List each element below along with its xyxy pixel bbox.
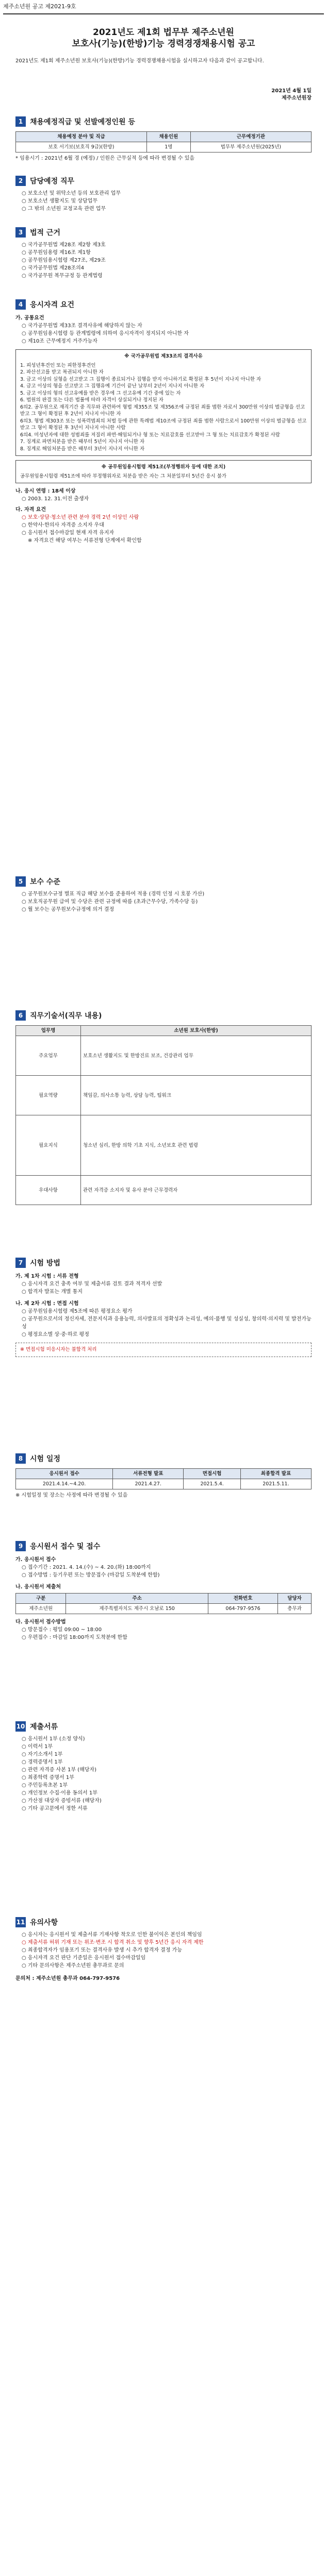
dateline bbox=[271, 88, 312, 102]
list-item: ○ 공무원임용시험령 제27조, 제29조 bbox=[22, 258, 106, 263]
disqualification-box bbox=[15, 349, 312, 456]
note: ※ 시험일정 및 장소는 사정에 따라 변경될 수 있음 bbox=[15, 1493, 128, 1498]
list-item: 4. 금고 이상의 형을 선고받고 그 집행유예 기간이 끝난 날부터 2년이 지나지 아니한 자 bbox=[20, 383, 205, 389]
section-4 bbox=[15, 299, 312, 545]
section-title: 제출서류 bbox=[30, 1723, 58, 1731]
list-item: ○ 한약사·한의사 자격증 소지자 우대 bbox=[22, 522, 104, 528]
list-item: ○ 보호소년 및 위탁소년 등의 보호관리 업무 bbox=[22, 191, 121, 196]
list-item: ○ 가산점 대상자 증빙서류 (해당자) bbox=[22, 1798, 102, 1804]
list-item: ○ 우편접수 : 마감일 18:00까지 도착분에 한함 bbox=[22, 1635, 127, 1640]
title-line-2: 보호사(기능)(한방)기능 경력경쟁채용시험 공고 bbox=[72, 39, 255, 49]
cell: 필요역량 bbox=[16, 1076, 81, 1115]
page-title bbox=[0, 27, 327, 49]
list-item: 6의3. 형법 제303조 또는 성폭력범죄의 처벌 등에 관한 특례법 제10조에 규정된 죄를 범한 사람으로서 100만원 이상의 벌금형을 선고받고 그 형이 확정된 후 3년이 지나지 아니한 사람 bbox=[20, 418, 307, 431]
th: 응시원서 접수 bbox=[16, 1469, 113, 1479]
section-title: 법적 근거 bbox=[30, 229, 60, 237]
th: 업무명 bbox=[16, 1026, 81, 1036]
section-title: 직무기술서(직무 내용) bbox=[30, 1012, 102, 1020]
list-item: ○ 주민등록초본 1부 bbox=[22, 1783, 68, 1788]
list-item: ○ 자기소개서 1부 bbox=[22, 1752, 63, 1757]
list-item: ○ 보호소년 생활지도 및 상담업무 bbox=[22, 198, 98, 204]
cell: 064-797-9576 bbox=[208, 1604, 277, 1614]
subheading: 나. 응시 연령 : 18세 이상 bbox=[15, 488, 76, 494]
list-item: ○ 평정요소별 상·중·하로 평정 bbox=[22, 1332, 89, 1337]
cell: 관련 자격증 소지자 및 유사 분야 근무경력자 bbox=[81, 1176, 312, 1205]
section-title: 유의사항 bbox=[30, 1919, 58, 1927]
section-number: 1 bbox=[15, 116, 26, 127]
cell: 법무부 제주소년원(2025년) bbox=[190, 142, 311, 152]
list-item: ○ 접수기간 : 2021. 4. 14.(수) ~ 4. 20.(화) 18:00까지 bbox=[22, 1565, 151, 1570]
section-1 bbox=[15, 116, 312, 162]
section-title: 시험 방법 bbox=[30, 1259, 60, 1267]
section-number: 6 bbox=[15, 1010, 26, 1021]
th: 면접시험 bbox=[184, 1469, 241, 1479]
box-title: ※ 공무원임용시험령 제51조(부정행위자 등에 대한 조치) bbox=[101, 464, 226, 470]
list-item: ○ 경력증명서 1부 bbox=[22, 1759, 63, 1765]
th: 담당자 bbox=[278, 1594, 312, 1604]
contact: 문의처 : 제주소년원 총무과 064-797-9576 bbox=[15, 1976, 120, 1981]
notice-org: 제주소년원장 bbox=[282, 95, 312, 101]
th: 구분 bbox=[16, 1594, 66, 1604]
section-7 bbox=[15, 1257, 312, 1357]
list-item: ○ 공무원보수규정 별표 직급 해당 보수를 준용하여 적용 (경력 인정 시 호봉 가산) bbox=[22, 891, 205, 897]
list-item: ○ 공무원임용령 제16조 제1항 bbox=[22, 250, 91, 256]
list-item: ○ 국가공무원법 제33조 결격사유에 해당하지 않는 자 bbox=[22, 323, 142, 329]
list-item: ○ 제출서류 허위 기재 또는 위조·변조 시 합격 취소 및 향후 5년간 응시 자격 제한 bbox=[22, 1940, 204, 1945]
list-item: ○ 관련 자격증 사본 1부 (해당자) bbox=[22, 1767, 97, 1773]
list-item: ○ 최종학력 증명서 1부 bbox=[22, 1775, 74, 1781]
subheading: 가. 공통요건 bbox=[15, 315, 44, 321]
subheading: 가. 제 1차 시험 : 서류 전형 bbox=[15, 1274, 79, 1279]
th: 주소 bbox=[66, 1594, 208, 1604]
subheading: 나. 제 2차 시험 : 면접 시험 bbox=[15, 1301, 79, 1307]
cell: 1명 bbox=[146, 142, 190, 152]
th: 소년원 보호사(한방) bbox=[81, 1026, 312, 1036]
section-title: 채용예정직급 및 선발예정인원 등 bbox=[30, 118, 135, 126]
list-item: ○ 합격자 발표는 개별 통지 bbox=[22, 1289, 83, 1295]
subheading: 나. 응시원서 제출처 bbox=[15, 1584, 61, 1590]
list-item: ○ 기타 문의사항은 제주소년원 총무과로 문의 bbox=[22, 1963, 124, 1969]
list-item: ○ 응시자격 요건 판단 기준일은 응시원서 접수마감일임 bbox=[22, 1955, 146, 1961]
section-5 bbox=[15, 876, 312, 913]
note: * 임용시기 : 2021년 6월 경 (예정) / 인원은 근무실적 등에 따라 변경될 수 있음 bbox=[15, 156, 195, 161]
job-description-table bbox=[15, 1025, 312, 1205]
section-number: 8 bbox=[15, 1453, 26, 1464]
list-item: ○ 월 보수는 공무원보수규정에 의거 결정 bbox=[22, 907, 115, 912]
list-item: 1. 피성년후견인 또는 피한정후견인 bbox=[20, 362, 96, 368]
list-item: 3. 금고 이상의 실형을 선고받고 그 집행이 종료되거나 집행을 받지 아니하기로 확정된 후 5년이 지나지 아니한 자 bbox=[20, 376, 261, 382]
note: ※ 면접시험 미응시자는 불합격 처리 bbox=[20, 1347, 97, 1352]
list-item: ○ 응시자는 응시원서 및 제출서류 기재사항 착오로 인한 불이익은 본인의 책임임 bbox=[22, 1932, 202, 1938]
list-item: ○ 공무원임용시험령 제5조에 따른 평정요소 평가 bbox=[22, 1309, 133, 1314]
list-item: 6의4. 미성년자에 대한 성범죄를 저질러 파면·해임되거나 형 또는 치료감호를 선고받아 그 형 또는 치료감호가 확정된 사람 bbox=[20, 432, 280, 438]
th: 전화번호 bbox=[208, 1594, 277, 1604]
list-item: 5. 금고 이상의 형의 선고유예를 받은 경우에 그 선고유예 기간 중에 있는 자 bbox=[20, 390, 181, 396]
section-title: 담당예정 직무 bbox=[30, 177, 75, 185]
section-number: 2 bbox=[15, 176, 26, 186]
list-item: ○ 공무원으로서의 정신자세, 전문지식과 응용능력, 의사발표의 정확성과 논리성, 예의·품행 및 성실성, 창의력·의지력 및 발전가능성 bbox=[22, 1316, 312, 1330]
list-item: ○ 접수방법 : 등기우편 또는 방문접수 (마감일 도착분에 한함) bbox=[22, 1572, 160, 1578]
list-item: ○ 국가공무원법 제28조의4 bbox=[22, 265, 85, 271]
list-item: 2. 파산선고를 받고 복권되지 아니한 자 bbox=[20, 369, 104, 375]
note: ※ 자격요건 해당 여부는 서류전형 단계에서 확인함 bbox=[28, 538, 142, 544]
section-number: 5 bbox=[15, 876, 26, 887]
section-number: 3 bbox=[15, 227, 26, 238]
top-rule bbox=[3, 13, 324, 14]
section-6 bbox=[15, 1010, 312, 1205]
list-item: ○ 보호·상담·청소년 관련 분야 경력 2년 이상인 사람 bbox=[22, 515, 139, 520]
list-item: ○ 개인정보 수집·이용 동의서 1부 bbox=[22, 1790, 97, 1796]
cell: 2021.4.14.~4.20. bbox=[16, 1479, 113, 1489]
section-title: 응시원서 접수 및 접수 bbox=[30, 1543, 101, 1551]
list-item: ○ 이력서 1부 bbox=[22, 1744, 53, 1750]
cell: 제주소년원 bbox=[16, 1604, 66, 1614]
cell: 청소년 심리, 한방 의학 기초 지식, 소년보호 관련 법령 bbox=[81, 1115, 312, 1176]
cell: 우대사항 bbox=[16, 1176, 81, 1205]
section-11 bbox=[15, 1917, 312, 1982]
subheading: 다. 응시원서 접수방법 bbox=[15, 1619, 66, 1625]
positions-table bbox=[15, 131, 312, 152]
cell: 2021.4.27. bbox=[113, 1479, 184, 1489]
box-title: ※ 국가공무원법 제33조의 결격사유 bbox=[124, 353, 203, 359]
list-item: ○ 방문접수 : 평일 09:00 ~ 18:00 bbox=[22, 1627, 102, 1633]
section-2 bbox=[15, 175, 312, 213]
th: 근무예정기관 bbox=[190, 132, 311, 142]
list-item: ○ 응시원서 접수마감일 현재 자격 유지자 bbox=[22, 530, 115, 536]
th: 최종합격 발표 bbox=[240, 1469, 311, 1479]
subheading: 다. 자격 요건 bbox=[15, 507, 46, 513]
cell: 2021.5.11. bbox=[240, 1479, 311, 1489]
list-item: 6. 법원의 판결 또는 다른 법률에 따라 자격이 상실되거나 정지된 자 bbox=[20, 397, 164, 403]
cell: 보호 서기보(보호직 9급)(한방) bbox=[16, 142, 147, 152]
section-number: 4 bbox=[15, 299, 26, 310]
title-line-1: 2021년도 제1회 법무부 제주소년원 bbox=[93, 27, 234, 38]
section-title: 시험 일정 bbox=[30, 1455, 60, 1463]
cell: 제주특별자치도 제주시 오남로 150 bbox=[66, 1604, 208, 1614]
section-number: 9 bbox=[15, 1541, 26, 1551]
th: 서류전형 발표 bbox=[113, 1469, 184, 1479]
list-item: ○ 보호직공무원 급여 및 수당은 관련 규정에 따름 (초과근무수당, 가족수당 등) bbox=[22, 899, 198, 905]
fraud-box bbox=[15, 460, 312, 483]
section-number: 10 bbox=[15, 1721, 26, 1732]
section-title: 응시자격 요건 bbox=[30, 301, 75, 309]
notice-date: 2021년 4월 1일 bbox=[271, 88, 312, 94]
section-8 bbox=[15, 1453, 312, 1499]
cell: 주요업무 bbox=[16, 1036, 81, 1076]
th: 채용예정 분야 및 직급 bbox=[16, 132, 147, 142]
list-item: ○ 국가공무원법 제28조 제2항 제3호 bbox=[22, 242, 106, 248]
list-item: ○ 그 밖의 소년원 교정교육 관련 업무 bbox=[22, 206, 106, 212]
cell: 보호소년 생활지도 및 한방진료 보조, 건강관리 업무 bbox=[81, 1036, 312, 1076]
section-9 bbox=[15, 1540, 312, 1641]
section-number: 11 bbox=[15, 1917, 26, 1927]
list-item: ○ 2003. 12. 31.이전 출생자 bbox=[22, 496, 89, 502]
intro-text: 2021년도 제1회 제주소년원 보호사(기능)(한방)기능 경력경쟁채용시험을 실시하고자 다음과 같이 공고합니다. bbox=[15, 58, 264, 64]
section-10 bbox=[15, 1721, 312, 1812]
section-title: 보수 수준 bbox=[30, 878, 60, 886]
section-3 bbox=[15, 227, 312, 280]
cell: 총무과 bbox=[278, 1604, 312, 1614]
box-text: 공무원임용시험령 제51조에 따라 부정행위자로 처분을 받은 자는 그 처분일부터 5년간 응시 불가 bbox=[20, 473, 227, 479]
list-item: ○ 국가공무원 복무규정 등 관계법령 bbox=[22, 273, 103, 279]
list-item: ○ 공무원임용시험령 등 관계법령에 의하여 응시자격이 정지되지 아니한 자 bbox=[22, 331, 189, 336]
section-number: 7 bbox=[15, 1258, 26, 1268]
list-item: 8. 징계로 해임처분을 받은 때부터 3년이 지나지 아니한 자 bbox=[20, 446, 145, 452]
list-item: ○ 응시원서 1부 (소정 양식) bbox=[22, 1736, 85, 1742]
list-item: 6의2. 공무원으로 재직기간 중 직무와 관련하여 형법 제355조 및 제356조에 규정된 죄를 범한 자로서 300만원 이상의 벌금형을 선고받고 그 형이 확정된 후 2년이 지나지 아니한 자 bbox=[20, 404, 305, 417]
schedule-table bbox=[15, 1468, 312, 1489]
list-item: ○ 최종합격자가 임용포기 또는 결격사유 발생 시 추가 합격자 결정 가능 bbox=[22, 1947, 182, 1953]
submission-table bbox=[15, 1593, 312, 1614]
list-item: ○ 응시자격 요건 충족 여부 및 제출서류 검토 결과 적격자 선발 bbox=[22, 1281, 162, 1287]
list-item: ○ 기타 공고문에서 정한 서류 bbox=[22, 1806, 88, 1811]
subheading: 가. 응시원서 접수 bbox=[15, 1557, 56, 1563]
list-item: 7. 징계로 파면처분을 받은 때부터 5년이 지나지 아니한 자 bbox=[20, 439, 145, 445]
th: 채용인원 bbox=[146, 132, 190, 142]
list-item: ○ 제10조 근무예정지 거주가능자 bbox=[22, 338, 97, 344]
notice-number: 제주소년원 공고 제2021-9호 bbox=[3, 3, 76, 10]
note-box bbox=[15, 1343, 312, 1357]
cell: 2021.5.4. bbox=[184, 1479, 241, 1489]
cell: 책임감, 의사소통 능력, 상담 능력, 팀워크 bbox=[81, 1076, 312, 1115]
cell: 필요지식 bbox=[16, 1115, 81, 1176]
